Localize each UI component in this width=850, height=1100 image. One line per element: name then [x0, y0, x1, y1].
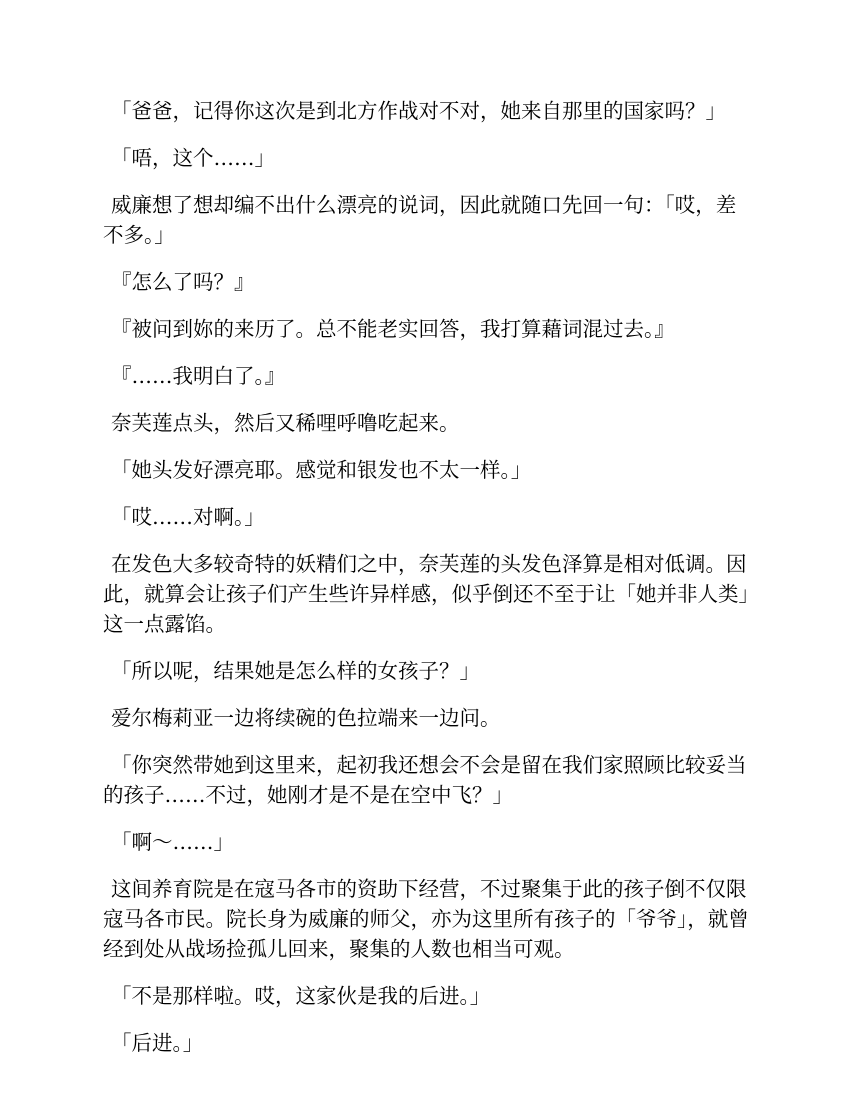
paragraph: 奈芙莲点头，然后又稀哩呼噜吃起来。: [111, 411, 460, 435]
paragraph: 「爸爸，记得你这次是到北方作战对不对，她来自那里的国家吗？」: [111, 99, 726, 123]
paragraph: 『……我明白了。』: [111, 364, 286, 388]
paragraph: 威廉想了想却编不出什么漂亮的说词，因此就随口先回一句：「哎，差不多。」: [103, 193, 737, 247]
paragraph: 『怎么了吗？』: [111, 270, 255, 294]
paragraph: 这间养育院是在寇马各市的资助下经营，不过聚集于此的孩子倒不仅限寇马各市民。院长身为威廉的师父，亦为这里所有孩子的「爷爷」，就曾经到处从战场捡孤儿回来，聚集的人数也相当可观。: [103, 877, 749, 961]
paragraph: 「唔，这个……」: [111, 146, 275, 170]
paragraph: 「啊～……」: [111, 830, 234, 854]
paragraph: 爱尔梅莉亚一边将续碗的色拉端来一边问。: [111, 706, 501, 730]
paragraph: 「你突然带她到这里来，起初我还想会不会是留在我们家照顾比较妥当的孩子……不过，她刚才是不是在空中飞？」: [103, 753, 747, 807]
document-page: [103, 96, 753, 1075]
paragraph: 「所以呢，结果她是怎么样的女孩子？」: [111, 659, 480, 683]
paragraph: 「哎……对啊。」: [111, 505, 265, 529]
paragraph: 「不是那样啦。哎，这家伙是我的后进。」: [111, 984, 491, 1008]
paragraph: 在发色大多较奇特的妖精们之中，奈芙莲的头发色泽算是相对低调。因此，就算会让孩子们产生些许异样感，似乎倒还不至于让「她并非人类」这一点露馅。: [103, 552, 749, 636]
paragraph: 「后进。」: [111, 1031, 204, 1055]
paragraph: 「她头发好漂亮耶。感觉和银发也不太一样。」: [111, 458, 532, 482]
paragraph: 『被问到妳的来历了。总不能老实回答，我打算藉词混过去。』: [111, 317, 675, 341]
